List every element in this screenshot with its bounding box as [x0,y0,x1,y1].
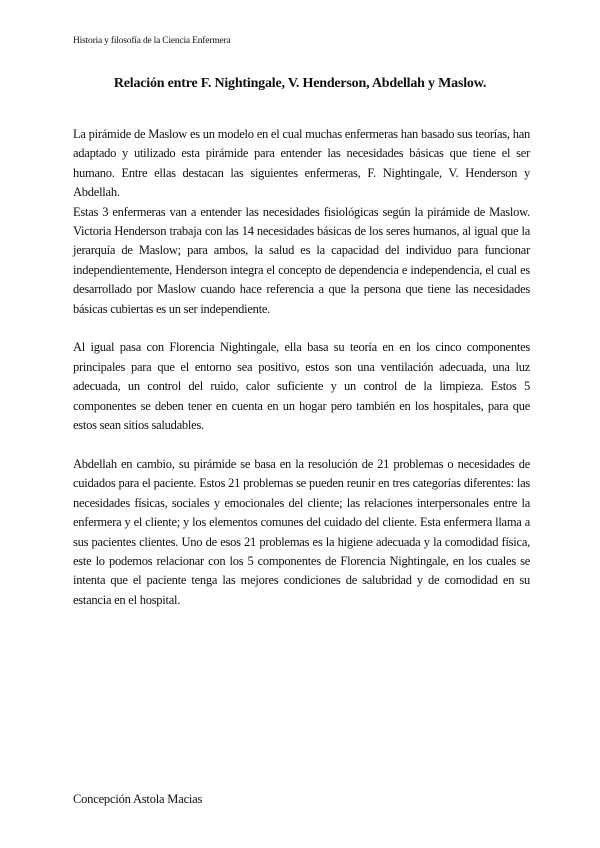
document-body [73,125,530,610]
running-header: Historia y filosofía de la Ciencia Enfermera [73,36,231,46]
paragraph-abdellah: Abdellah en cambio, su pirámide se basa en la resolución de 21 problemas o necesidades de cuidados para el paciente. Estos 21 problemas se pueden reunir en tres categorías diferentes: las necesidades físicas, sociales y emocionales del cliente; las relaciones interpersonales entre la enfermera y el cliente; y los elementos comunes del cuidado del cliente. Esta enfermera llama a sus pacientes clientes. Uno de esos 21 problemas es la higiene adecuada y la comodidad física, este lo podemos relacionar con los 5 componentes de Florencia Nightingale, en los cuales se intenta que el paciente tenga las mejores condiciones de salubridad y de comodidad en su estancia en el hospital. [73,456,530,607]
paragraph-intro: La pirámide de Maslow es un modelo en el cual muchas enfermeras han basado sus teorías, han adaptado y utilizado esta pirámide para entender las necesidades básicas que tiene el ser humano. Entre ellas destacan las siguientes enfermeras, F. Nightingale, V. Henderson y Abdellah. [73,127,530,200]
paragraph-nightingale: Al igual pasa con Florencia Nightingale, ella basa su teoría en en los cinco componentes principales para que el entorno sea positivo, estos son una ventilación adecuada, una luz adecuada, un control del ruido, calor suficiente y un control de la limpieza. Estos 5 componentes se deben tener en cuenta en un hogar pero también en los hospitales, para que estos sean sitios saludables. [73,340,530,433]
document-title: Relación entre F. Nightingale, V. Henderson, Abdellah y Maslow. [113,76,487,91]
author-footer: Concepción Astola Macias [73,792,203,806]
paragraph-henderson: Estas 3 enfermeras van a entender las necesidades fisiológicas según la pirámide de Maslow. Victoria Henderson trabaja con las 14 necesidades básicas de los seres humanos, al igual que la jerarquía de Maslow; para ambos, la salud es la capacidad del individuo para funcionar independientemente, Henderson integra el concepto de dependencia e independencia, el cual es desarrollado por Maslow cuando hace referencia a que la persona que tiene las necesidades básicas cubiertas es un ser independiente. [73,204,530,316]
